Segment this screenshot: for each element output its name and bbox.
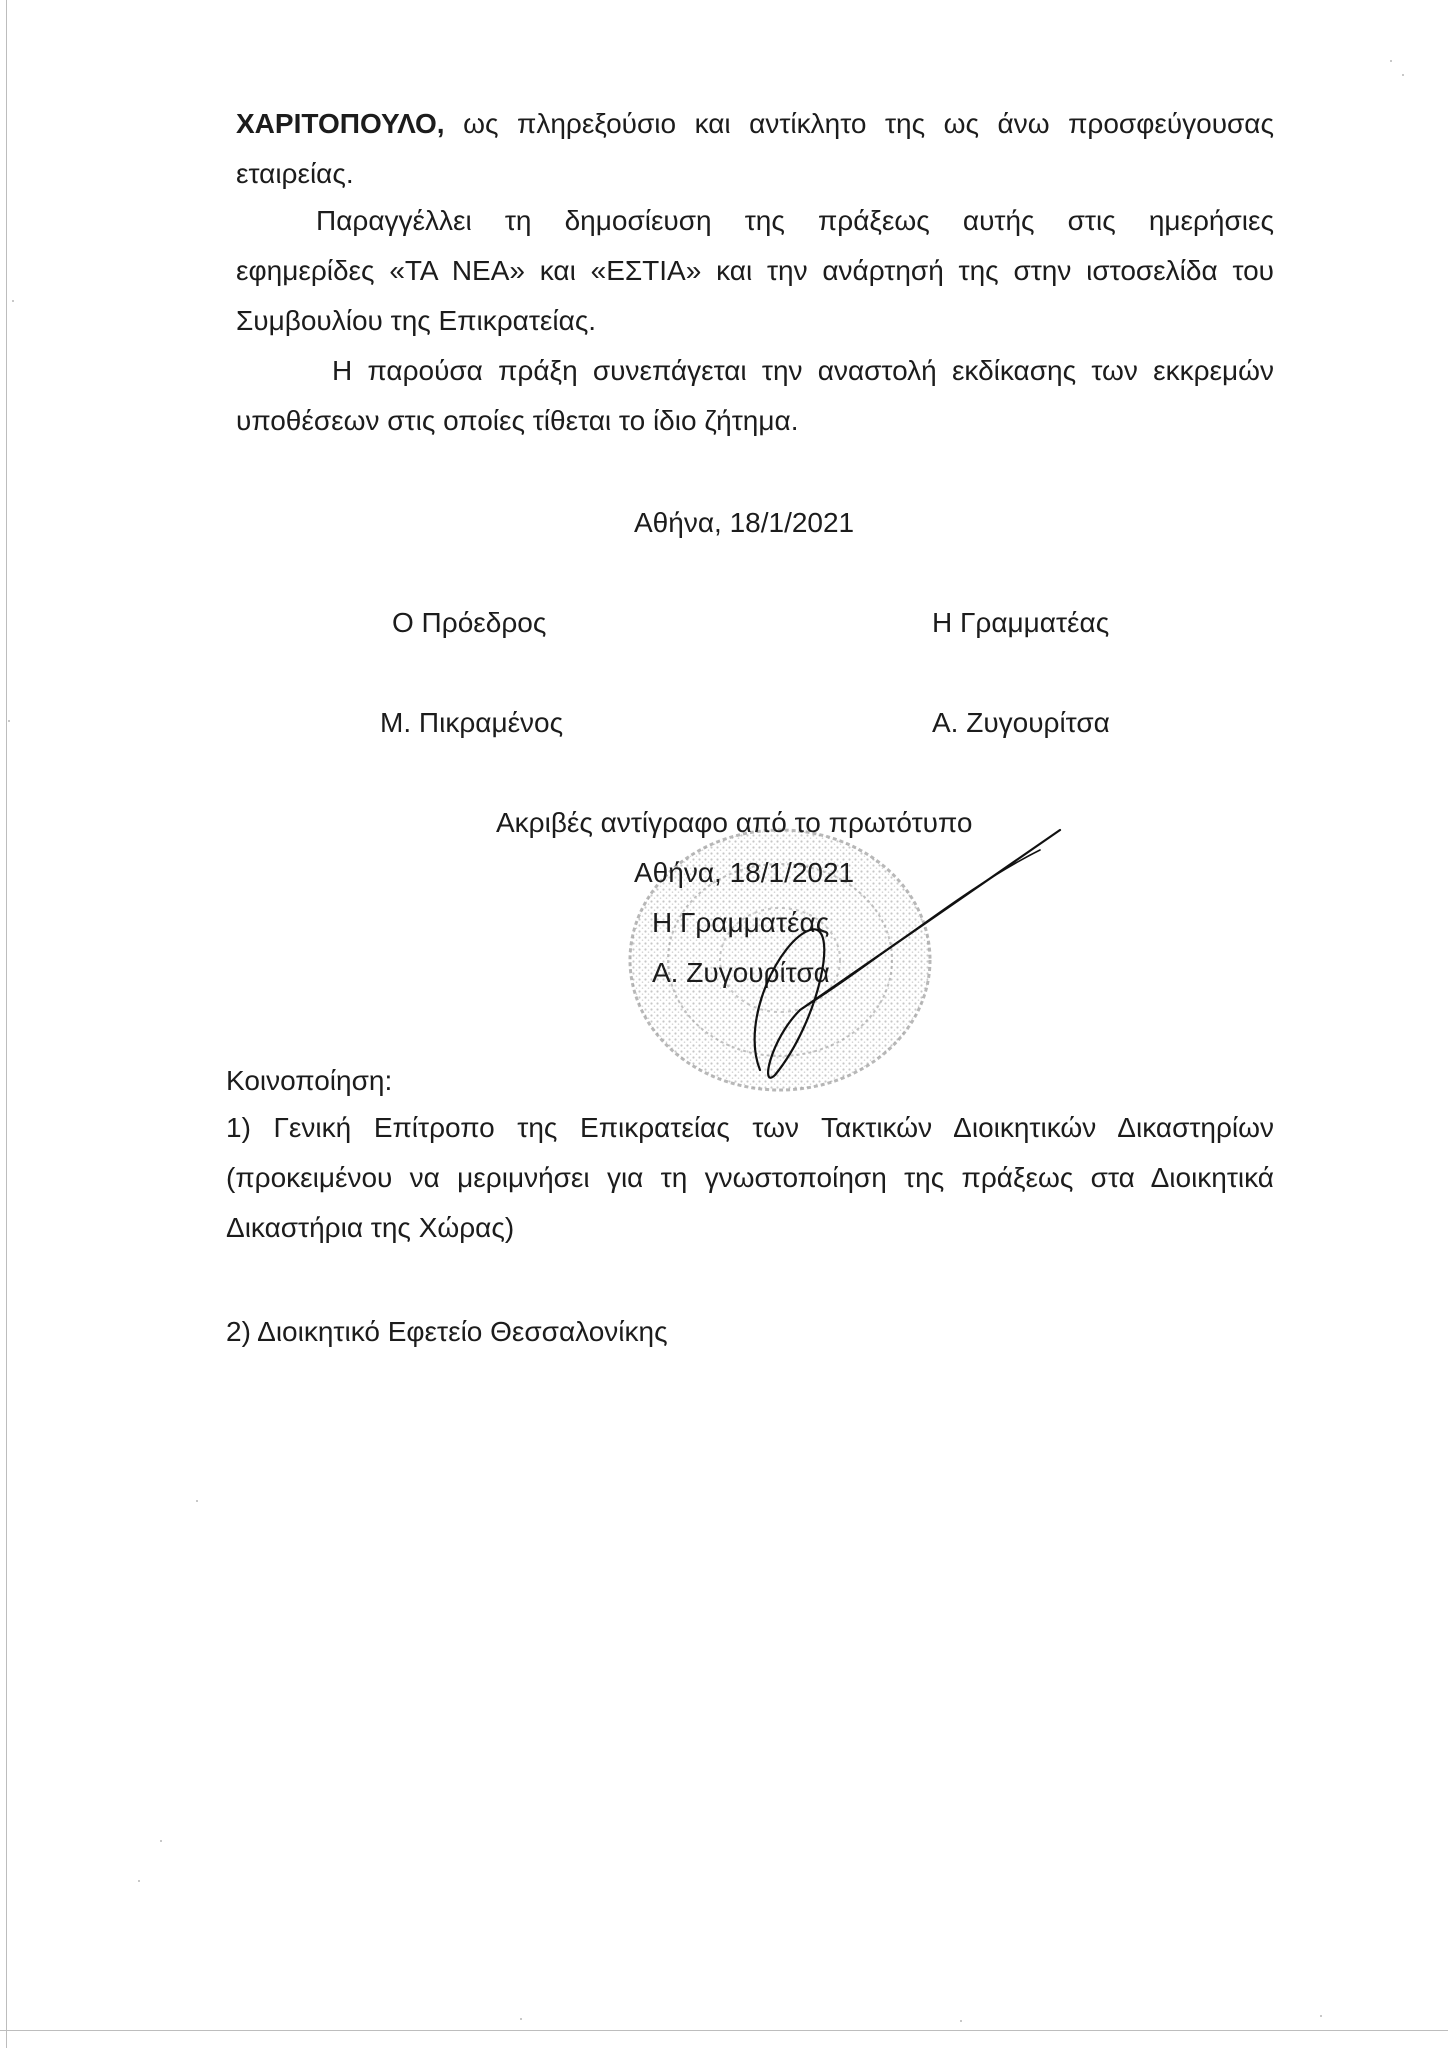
scan-bottom-edge	[0, 2030, 1448, 2031]
notification-item-1-line-2: (προκειμένου να μεριμνήσει για τη γνωστοποίηση της πράξεως στα Διοικητικά	[226, 1162, 1274, 1193]
certified-copy-name: Α. Ζυγουρίτσα	[652, 957, 830, 988]
paragraph-1-line-2: εταιρείας.	[236, 158, 354, 189]
paragraph-2-line-3: Συμβουλίου της Επικρατείας.	[236, 305, 597, 336]
secretary-name: Α. Ζυγουρίτσα	[932, 707, 1110, 738]
notification-item-2: 2) Διοικητικό Εφετείο Θεσσαλονίκης	[226, 1316, 668, 1347]
scan-left-edge	[6, 0, 7, 2048]
certified-copy-title: Η Γραμματέας	[652, 907, 830, 938]
handwritten-signature	[700, 820, 1080, 1100]
paragraph-3	[236, 346, 1274, 446]
paragraph-3-line-1: Η παρούσα πράξη συνεπάγεται την αναστολή εκδίκασης των εκκρεμών	[332, 355, 1274, 386]
secretary-title: Η Γραμματέας	[932, 607, 1110, 638]
notification-item-1-line-3: Δικαστήρια της Χώρας)	[226, 1212, 515, 1243]
notification-heading: Κοινοποίηση:	[226, 1065, 393, 1096]
paragraph-1-line-1	[236, 99, 1274, 149]
certified-copy-date: Αθήνα, 18/1/2021	[634, 857, 855, 888]
certified-copy-line-1: Ακριβές αντίγραφο από το πρωτότυπο	[496, 807, 973, 838]
bold-name: ΧΑΡΙΤΟΠΟΥΛΟ,	[236, 108, 445, 139]
notification-item-1	[226, 1103, 1274, 1253]
president-title: Ο Πρόεδρος	[392, 607, 547, 638]
paragraph-2	[236, 196, 1274, 346]
place-date: Αθήνα, 18/1/2021	[634, 507, 855, 538]
paragraph-2-line-1: Παραγγέλλει τη δημοσίευση της πράξεως αυτής στις ημερήσιες	[316, 205, 1274, 236]
president-name: Μ. Πικραμένος	[380, 707, 564, 738]
paragraph-1-line-1-text: ως πληρεξούσιο και αντίκλητο της ως άνω προσφεύγουσας	[463, 108, 1274, 139]
notification-item-1-line-1: 1) Γενική Επίτροπο της Επικρατείας των Τακτικών Διοικητικών Δικαστηρίων	[226, 1112, 1274, 1143]
paragraph-3-line-2: υποθέσεων στις οποίες τίθεται το ίδιο ζήτημα.	[236, 405, 799, 436]
paragraph-2-line-2: εφημερίδες «ΤΑ ΝΕΑ» και «ΕΣΤΙΑ» και την ανάρτησή της στην ιστοσελίδα του	[236, 255, 1274, 286]
